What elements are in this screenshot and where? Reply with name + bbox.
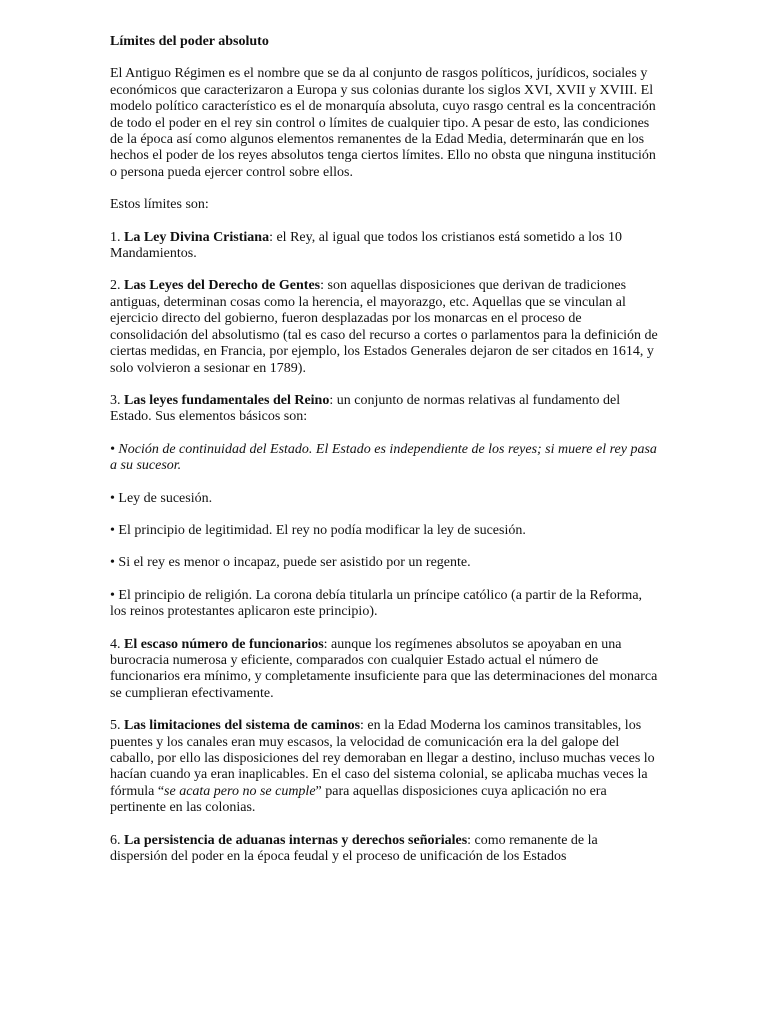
item-number: 3. <box>110 392 121 408</box>
document-body <box>110 34 658 881</box>
item-text: : aunque los regímenes absolutos se apoyaban en una burocracia numerosa y eficiente, comparados con cualquier Estado actual el número de funcionarios era mínimo, y completamente insuficiente para que las determinaciones del monarca se cumplieran efectivamente. <box>110 636 658 701</box>
limit-item-6 <box>110 833 658 866</box>
bullet-item <box>110 491 658 507</box>
bullet-item <box>110 523 658 539</box>
document-title: Límites del poder absoluto <box>110 34 269 49</box>
item-number: 1. <box>110 229 121 245</box>
intro-paragraph: El Antiguo Régimen es el nombre que se da al conjunto de rasgos políticos, jurídicos, sociales y económicos que caracterizaron a Europa y sus colonias durante los siglos XVI, XVII y XVIII. El modelo político característico es el de monarquía absoluta, cuyo rasgo central es la concentración de todo el poder en el rey sin control o límites de cualquier tipo. A pesar de esto, las condiciones de la época así como algunos elementos remanentes de la Edad Media, determinarán que en los hechos el poder de los reyes absolutos tenga ciertos límites. Ello no obsta que ninguna institución o persona pueda ejercer control sobre ellos. <box>110 66 656 180</box>
bullet-item <box>110 555 658 571</box>
item-quote: se acata pero no se cumple <box>164 783 316 799</box>
limit-item-3 <box>110 393 658 426</box>
bullet-text: • El principio de legitimidad. El rey no podía modificar la ley de sucesión. <box>110 522 526 538</box>
limit-item-2 <box>110 278 658 376</box>
item-number: 5. <box>110 718 121 734</box>
bullet-item <box>110 588 658 621</box>
item-heading: Las leyes fundamentales del Reino <box>124 392 330 408</box>
item-heading: Las Leyes del Derecho de Gentes <box>124 278 321 294</box>
item-text-after: ” para aquellas disposiciones cuya aplicación no era pertinente en las colonias. <box>110 783 607 816</box>
item-text: : como remanente de la dispersión del poder en la época feudal y el proceso de unificación de los Estados <box>110 832 598 865</box>
item-text: : el Rey, al igual que todos los cristianos está sometido a los 10 Mandamientos. <box>110 229 623 262</box>
bullet-item <box>110 442 658 475</box>
item-heading: La Ley Divina Cristiana <box>124 229 270 245</box>
limit-item-1 <box>110 230 658 263</box>
item-text: : son aquellas disposiciones que derivan de tradiciones antiguas, determinan cosas como la herencia, el mayorazgo, etc. Aquellas que se vinculan al ejercicio directo del gobierno, fueron desplazadas por los monarcas en el proceso de consolidación del absolutismo (tal es caso del recurso a cortes o parlamentos para la definición de ciertas medidas, en Francia, por ejemplo, los Estados Generales dejaron de ser citados en 1614, y solo volvieron a sesionar en 1789). <box>110 278 658 376</box>
item-text: : en la Edad Moderna los caminos transitables, los puentes y los canales eran muy escasos, la velocidad de comunicación era la del galope del caballo, por ello las disposiciones del rey demoraban en llegar a destino, incluso muchas veces lo hacían cuando ya eran inaplicables. En el caso del sistema colonial, se aplicaba muchas veces la fórmula “ <box>110 718 655 799</box>
item-heading: Las limitaciones del sistema de caminos <box>124 718 361 734</box>
item-text: : un conjunto de normas relativas al fundamento del Estado. Sus elementos básicos son: <box>110 392 621 425</box>
bullet-text: • Noción de continuidad del Estado. El Estado es independiente de los reyes; si muere el rey pasa a su sucesor. <box>110 441 657 474</box>
bullet-text: • Si el rey es menor o incapaz, puede ser asistido por un regente. <box>110 555 471 571</box>
limit-item-5 <box>110 718 658 816</box>
item-heading: El escaso número de funcionarios <box>124 636 324 652</box>
item-number: 2. <box>110 278 121 294</box>
item-heading: La persistencia de aduanas internas y derechos señoriales <box>124 832 468 848</box>
limits-intro: Estos límites son: <box>110 197 209 213</box>
limit-item-4 <box>110 637 658 703</box>
bullet-text: • Ley de sucesión. <box>110 490 213 506</box>
bullet-text: • El principio de religión. La corona debía titularla un príncipe católico (a partir de la Reforma, los reinos protestantes aplicaron este principio). <box>110 587 643 620</box>
item-number: 4. <box>110 636 121 652</box>
item-number: 6. <box>110 832 121 848</box>
